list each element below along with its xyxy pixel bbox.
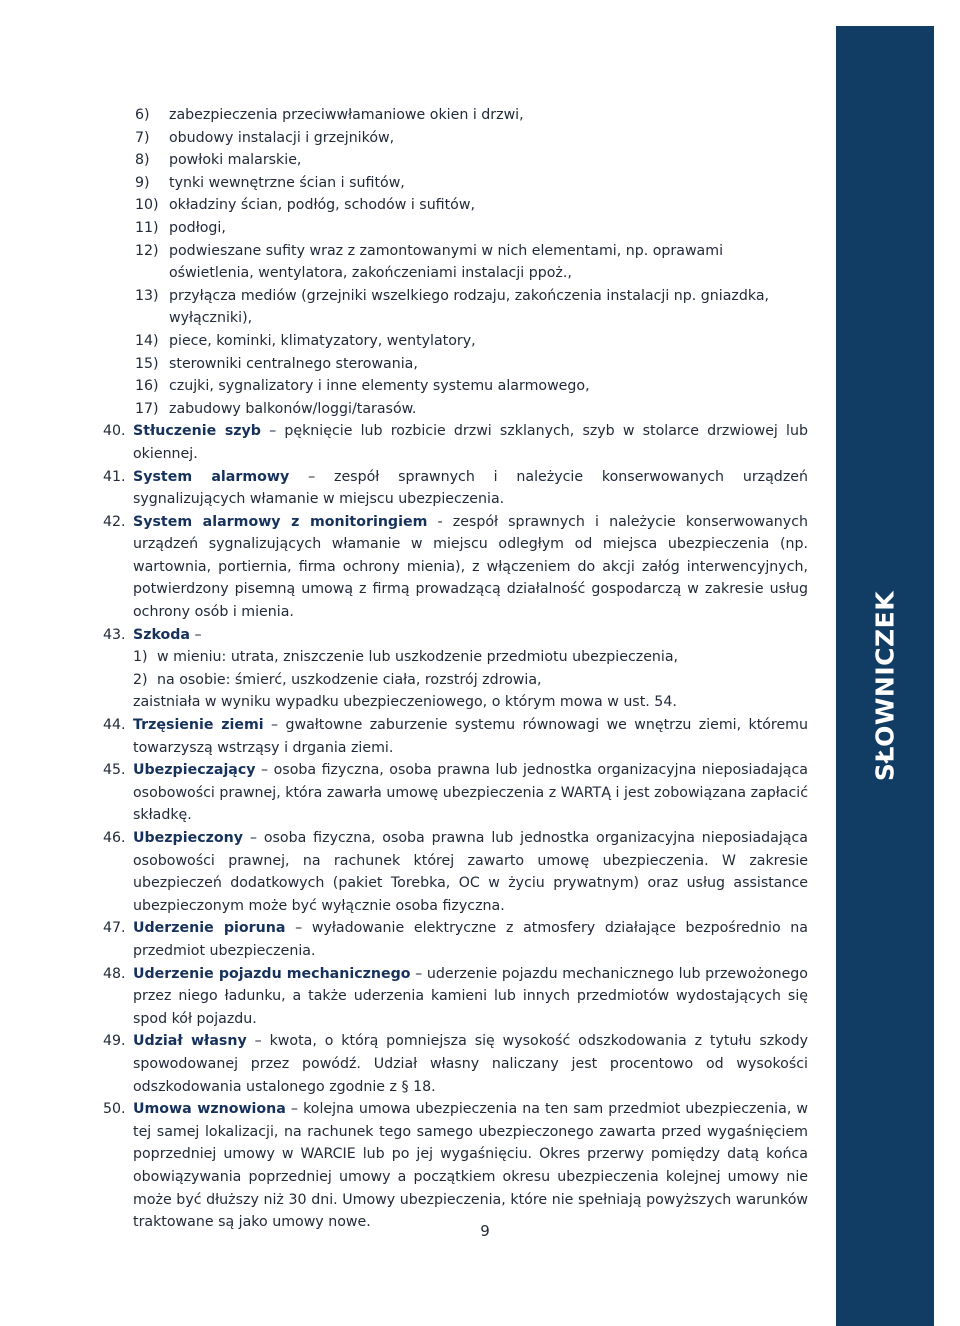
sublist-number: 14) xyxy=(135,332,159,349)
glossary-items xyxy=(103,420,808,1233)
item-definition: – zespół sprawnych i należycie konserwowanych urządzeń sygnalizujących włamanie w miejscu ubezpieczenia. xyxy=(133,468,808,508)
sublist-number: 17) xyxy=(135,400,159,417)
page-number: 9 xyxy=(480,1222,490,1240)
item-number: 50. xyxy=(103,1101,126,1118)
item-term: Ubezpieczony xyxy=(133,830,243,846)
sublist-item xyxy=(103,149,808,172)
sublist-number: 10) xyxy=(135,197,159,214)
sublist-item xyxy=(103,398,808,421)
glossary-item xyxy=(103,466,808,511)
sublist-text: sterowniki centralnego sterowania, xyxy=(169,355,418,372)
sublist-text: obudowy instalacji i grzejników, xyxy=(169,129,395,146)
item-term: Udział własny xyxy=(133,1033,247,1050)
item-definition: – osoba fizyczna, osoba prawna lub jednostka organizacyjna nieposiadająca osobowości prawnej, która zawarła umowę ubezpieczenia z WARTĄ i jest zobowiązana zapłacić składkę. xyxy=(133,762,808,824)
sublist-item xyxy=(103,217,808,240)
sublist-text: piece, kominki, klimatyzatory, wentylatory, xyxy=(169,332,476,349)
item-term: Ubezpieczający xyxy=(133,762,256,779)
szkoda-marker: 1) xyxy=(133,649,148,666)
item-number: 48. xyxy=(103,965,126,982)
glossary-item xyxy=(103,1098,808,1234)
item-definition: - zespół sprawnych i należycie konserwowanych urządzeń sygnalizujących włamanie w miejscu odległym od miejsca ubezpieczenia (np. wartownia, portiernia, firma ochrony mienia), z włączeniem do akcji załóg interwencyjnych, potwierdzony pisemną umową z firmą prowadzącą działalność gospodarczą w zakresie usług ochrony osób i mienia. xyxy=(133,513,808,621)
item-definition: – osoba fizyczna, osoba prawna lub jednostka organizacyjna nieposiadająca osobowości prawnej, na rachunek której zawarto umowę ubezpieczenia. W zakresie ubezpieczeń dodatkowych (pakiet Torebka, OC w życiu prywatnym) oraz usług assistance ubezpieczonym może być wyłącznie osoba fizyczna. xyxy=(133,830,808,914)
sidebar-title: SŁOWNICZEK xyxy=(870,590,900,782)
glossary-item xyxy=(103,963,808,1031)
sublist-number: 13) xyxy=(135,287,159,304)
sublist-item xyxy=(103,285,808,330)
sublist xyxy=(103,104,808,420)
glossary-item xyxy=(103,1030,808,1098)
glossary-item xyxy=(103,420,808,465)
item-term: Uderzenie pojazdu mechanicznego xyxy=(133,965,411,982)
sublist-item xyxy=(103,353,808,376)
glossary-item xyxy=(103,827,808,917)
item-number: 45. xyxy=(103,762,126,779)
item-number: 49. xyxy=(103,1033,126,1050)
sublist-item xyxy=(103,240,808,285)
glossary-item xyxy=(103,917,808,962)
sublist-item xyxy=(103,104,808,127)
item-definition: – xyxy=(190,626,202,643)
glossary-content xyxy=(103,104,808,1234)
szkoda-line xyxy=(133,646,808,669)
sublist-item xyxy=(103,127,808,150)
item-term: Stłuczenie szyb xyxy=(133,423,261,440)
sublist-text: podwieszane sufity wraz z zamontowanymi w nich elementami, np. oprawami oświetlenia, wentylatora, zakończeniami instalacji ppoż., xyxy=(169,242,724,282)
sublist-number: 15) xyxy=(135,355,159,372)
item-term: Uderzenie pioruna xyxy=(133,920,286,937)
item-number: 46. xyxy=(103,830,126,846)
szkoda-text: na osobie: śmierć, uszkodzenie ciała, rozstrój zdrowia, xyxy=(157,671,542,688)
sublist-text: czujki, sygnalizatory i inne elementy systemu alarmowego, xyxy=(169,378,590,395)
sublist-item xyxy=(103,375,808,398)
item-number: 44. xyxy=(103,717,126,734)
sublist-text: przyłącza mediów (grzejniki wszelkiego rodzaju, zakończenia instalacji np. gniazdka, wyłączniki), xyxy=(169,287,770,327)
item-number: 47. xyxy=(103,920,126,937)
item-term: Trzęsienie ziemi xyxy=(133,717,264,734)
sublist-item xyxy=(103,194,808,217)
szkoda-tail: zaistniała w wyniku wypadku ubezpieczeniowego, o którym mowa w ust. 54. xyxy=(133,694,677,711)
item-term: Szkoda xyxy=(133,626,191,643)
item-definition: – gwałtowne zaburzenie systemu równowagi we wnętrzu ziemi, któremu towarzyszą wstrząsy i drgania ziemi. xyxy=(133,717,808,756)
sublist-text: powłoki malarskie, xyxy=(169,152,302,169)
item-definition: – kolejna umowa ubezpieczenia na ten sam przedmiot ubezpieczenia, w tej samej lokalizacji, na rachunek tego samego ubezpieczonego zawarta przed wygaśnięciem poprzedniej umowy w WARCIE lub po jej wygaśnięciu. Okres przerwy pomiędzy datą końca obowiązywania poprzedniej umowy a początkiem okresu ubezpieczenia kolejnej umowy nie może być dłuższy niż 30 dni. Umowy ubezpieczenia, które nie spełniają powyższych warunków traktowane są jako umowy nowe. xyxy=(133,1101,809,1231)
sublist-item xyxy=(103,172,808,195)
glossary-item xyxy=(103,759,808,827)
glossary-item xyxy=(103,624,808,714)
item-term: Umowa wznowiona xyxy=(133,1101,286,1118)
szkoda-text: w mieniu: utrata, zniszczenie lub uszkodzenie przedmiotu ubezpieczenia, xyxy=(157,649,679,666)
item-definition: – pęknięcie lub rozbicie drzwi szklanych, szyb w stolarce drzwiowej lub okiennej. xyxy=(133,423,808,462)
szkoda-line xyxy=(133,669,808,692)
item-definition: – wyładowanie elektryczne z atmosfery działające bezpośrednio na przedmiot ubezpieczenia. xyxy=(133,920,808,959)
item-term: System alarmowy xyxy=(133,468,290,485)
sublist-number: 6) xyxy=(135,107,150,123)
sublist-text: tynki wewnętrzne ścian i sufitów, xyxy=(169,174,405,191)
sublist-number: 9) xyxy=(135,174,150,191)
item-definition: – uderzenie pojazdu mechanicznego lub przewożonego przez niego ładunku, a także uderzenia kamieni lub innych przedmiotów wydostających się spod kół pojazdu. xyxy=(133,965,808,1027)
sublist-number: 7) xyxy=(135,129,150,146)
glossary-item xyxy=(103,714,808,759)
item-term: System alarmowy z monitoringiem xyxy=(133,513,428,530)
item-number: 40. xyxy=(103,423,126,440)
sublist-number: 11) xyxy=(135,219,159,236)
sublist-item xyxy=(103,330,808,353)
sidebar-band xyxy=(836,26,934,1326)
glossary-item xyxy=(103,511,808,624)
sublist-text: zabudowy balkonów/loggi/tarasów. xyxy=(169,400,417,417)
sublist-number: 8) xyxy=(135,152,150,169)
item-number: 41. xyxy=(103,468,126,485)
sublist-text: zabezpieczenia przeciwwłamaniowe okien i drzwi, xyxy=(169,107,524,123)
sublist-text: podłogi, xyxy=(169,219,226,236)
sublist-number: 16) xyxy=(135,378,159,395)
item-definition: – kwota, o którą pomniejsza się wysokość odszkodowania z tytułu szkody spowodowanej przez powódź. Udział własny naliczany jest procentowo od wysokości odszkodowania ustalonego zgodnie z § 18. xyxy=(133,1033,808,1095)
sublist-number: 12) xyxy=(135,242,159,259)
item-number: 43. xyxy=(103,626,126,643)
szkoda-marker: 2) xyxy=(133,671,148,688)
item-number: 42. xyxy=(103,513,126,530)
sublist-text: okładziny ścian, podłóg, schodów i sufitów, xyxy=(169,197,475,214)
